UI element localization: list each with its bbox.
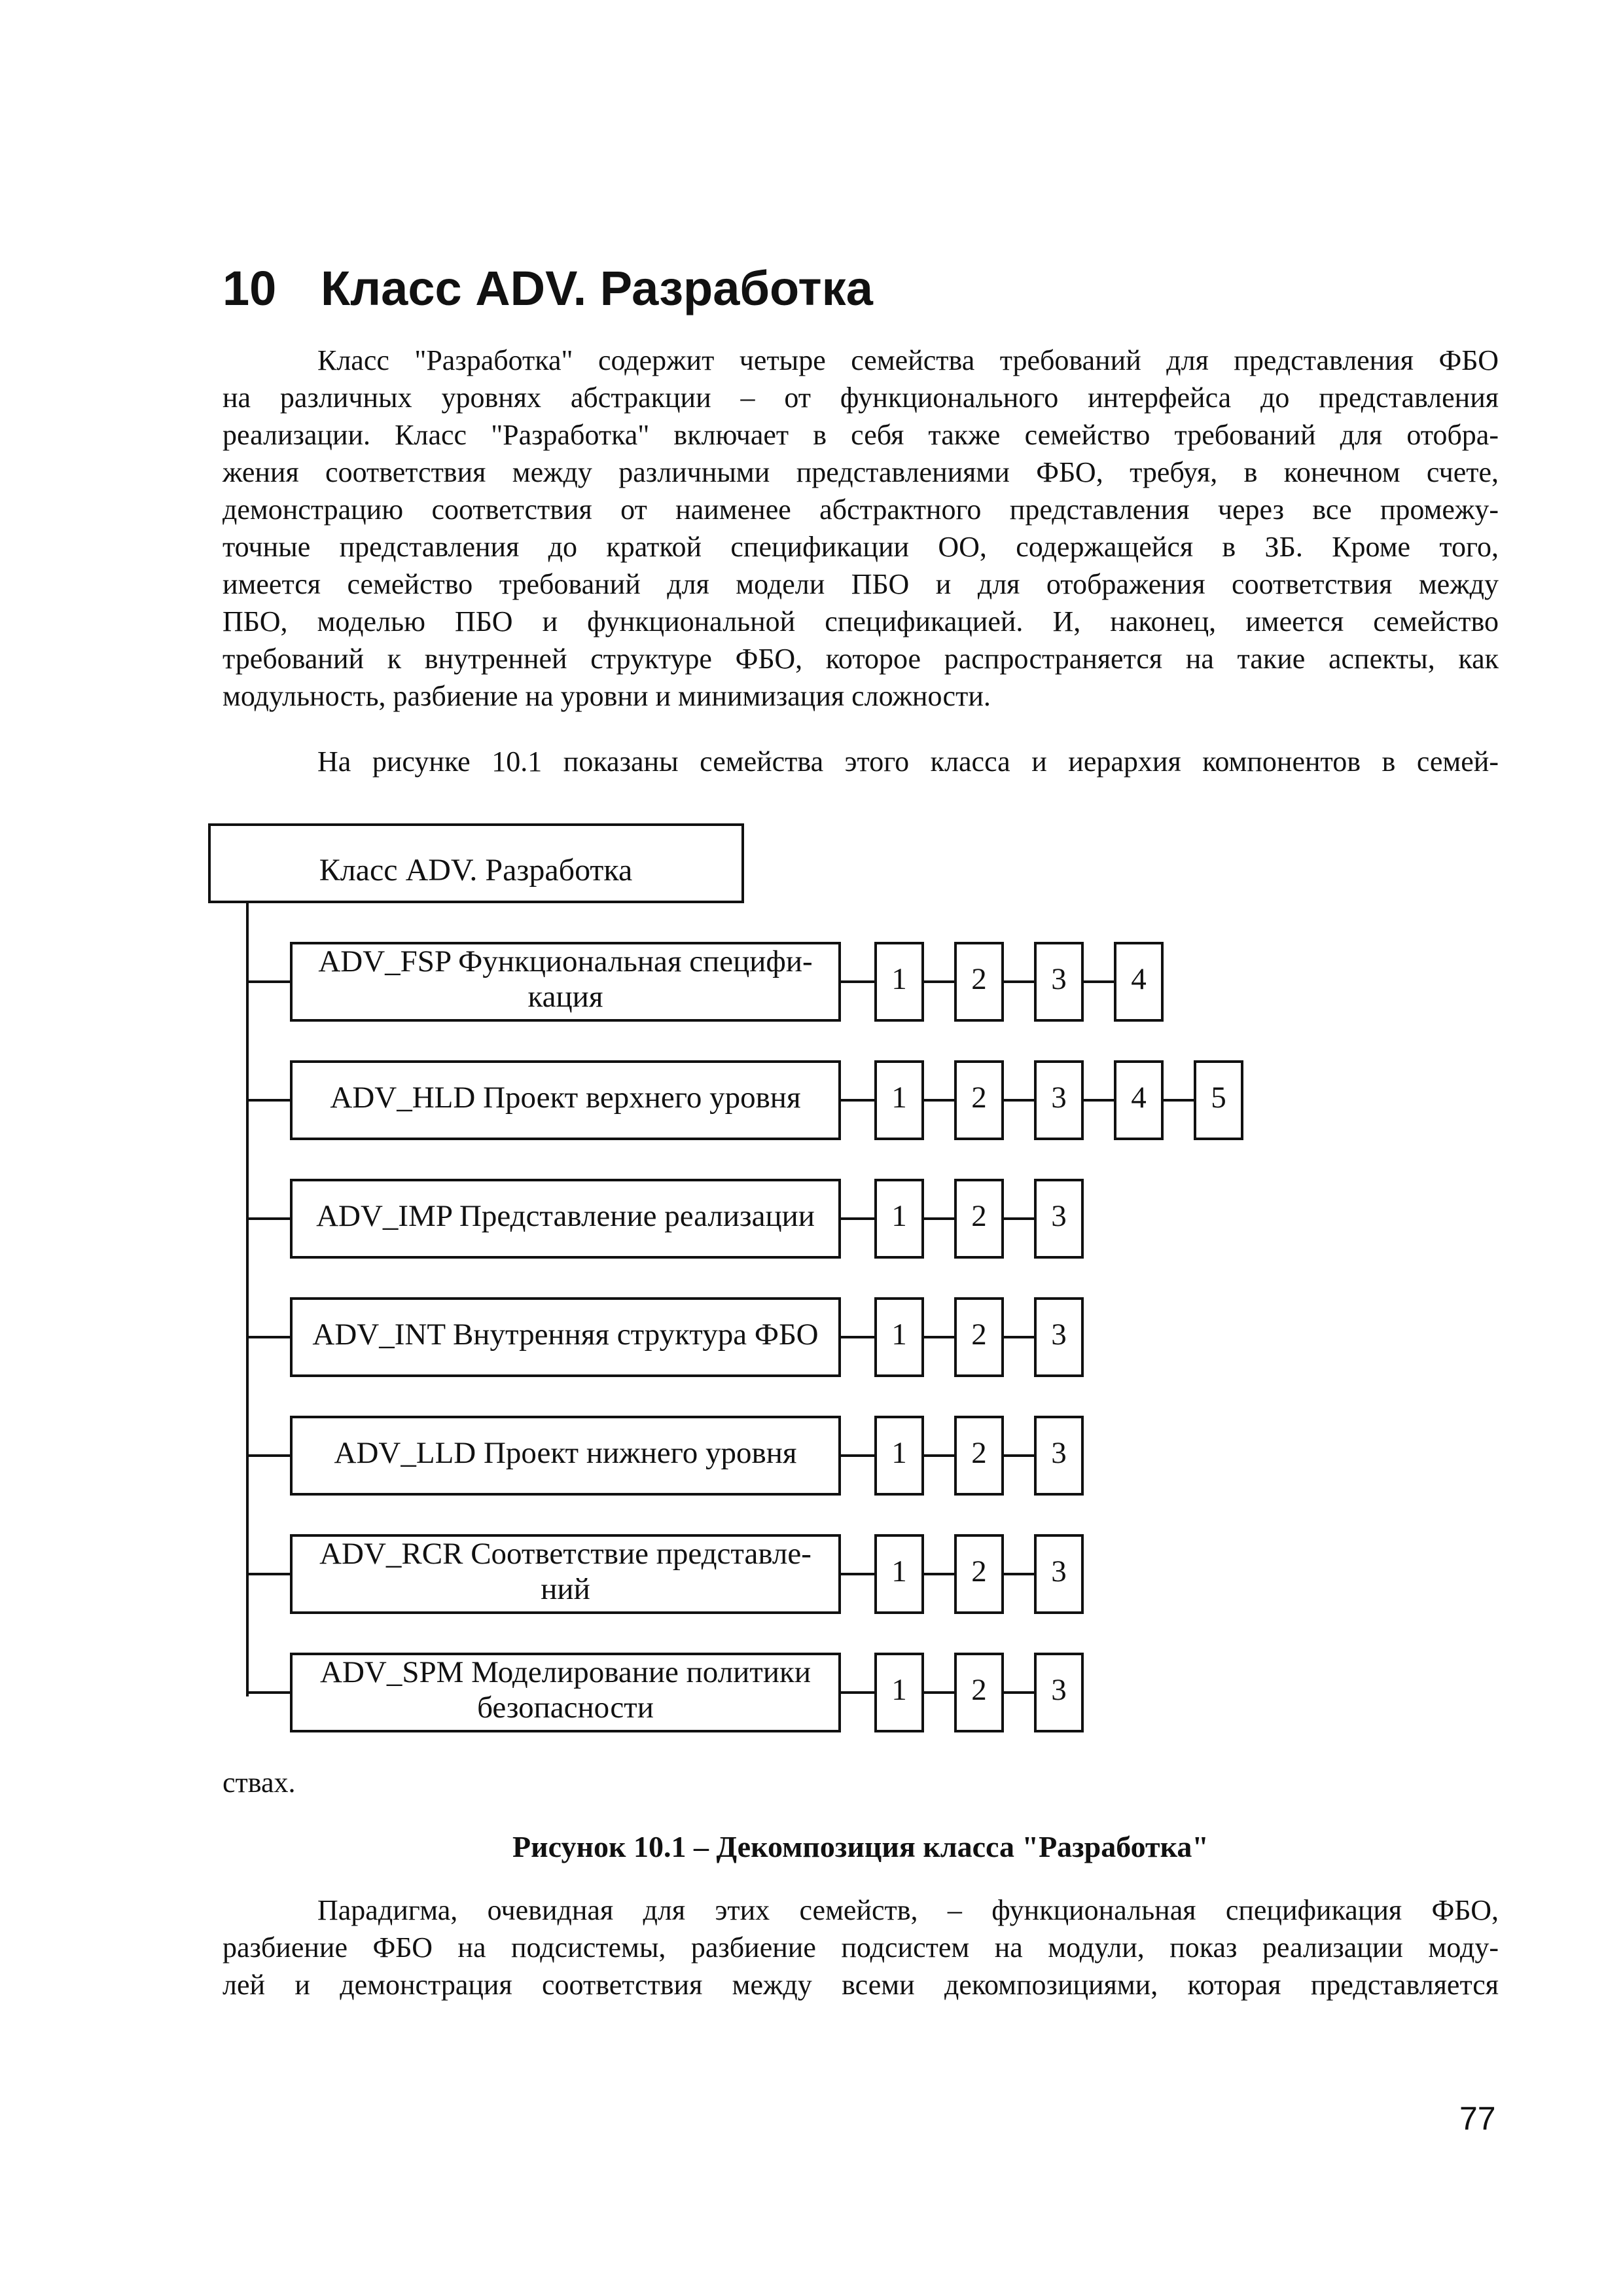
family-row (247, 1180, 1082, 1257)
text-line: ПБО, моделью ПБО и функциональной спецификацией. И, наконец, имеется семейство (223, 605, 1499, 637)
component-level-label: 2 (971, 961, 987, 996)
component-level-label: 5 (1211, 1080, 1226, 1115)
family-label-line: ADV_SPM Моделирование политики (320, 1655, 811, 1689)
component-level-label: 1 (891, 1435, 907, 1470)
chapter-heading (223, 260, 873, 316)
family-box (291, 1062, 840, 1139)
component-box (876, 1535, 923, 1613)
component-level-label: 1 (891, 1080, 907, 1115)
component-level-label: 2 (971, 1198, 987, 1233)
component-level-label: 3 (1051, 1317, 1067, 1352)
family-label-line: кация (527, 979, 603, 1014)
text-line: лей и демонстрация соответствия между всеми декомпозициями, которая представляется (223, 1969, 1499, 2001)
root-class-box (209, 825, 743, 902)
figure-caption: Рисунок 10.1 – Декомпозиция класса "Разработка" (512, 1830, 1209, 1863)
page-number: 77 (1459, 2100, 1496, 2137)
text-line: жения соответствия между различными представлениями ФБО, требуя, в конечном счете, (223, 456, 1499, 488)
component-box (1035, 1654, 1082, 1731)
component-box (1035, 1535, 1082, 1613)
family-box (291, 1417, 840, 1494)
component-box (876, 1180, 923, 1257)
component-box (955, 1417, 1003, 1494)
component-box (1035, 943, 1082, 1020)
family-row (247, 1417, 1082, 1494)
component-level-label: 3 (1051, 1198, 1067, 1233)
component-level-label: 3 (1051, 961, 1067, 996)
component-level-label: 4 (1131, 961, 1147, 996)
text-line: разбиение ФБО на подсистемы, разбиение подсистем на модули, показ реализации моду- (223, 1931, 1499, 1964)
family-box (291, 943, 840, 1020)
family-box (291, 1180, 840, 1257)
family-box (291, 1654, 840, 1731)
component-box (876, 943, 923, 1020)
component-level-label: 1 (891, 1554, 907, 1588)
component-level-label: 1 (891, 1317, 907, 1352)
component-level-label: 1 (891, 1672, 907, 1707)
paragraph-figure-intro (223, 743, 1499, 780)
component-box (876, 1062, 923, 1139)
component-level-label: 2 (971, 1080, 987, 1115)
family-label-line: ADV_HLD Проект верхнего уровня (330, 1080, 801, 1115)
family-label-line: ADV_LLD Проект нижнего уровня (334, 1435, 797, 1470)
family-label-line: ADV_RCR Соответствие представле- (319, 1536, 812, 1571)
paragraph-figure-intro-continuation (223, 1764, 1499, 1801)
chapter-number: 10 (223, 261, 277, 315)
component-box (876, 1299, 923, 1376)
component-level-label: 4 (1131, 1080, 1147, 1115)
root-class-label: Класс ADV. Разработка (319, 853, 633, 888)
component-box (1035, 1299, 1082, 1376)
component-box (876, 1417, 923, 1494)
component-box (876, 1654, 923, 1731)
text-line: реализации. Класс "Разработка" включает в себя также семейство требований для отобра- (223, 419, 1499, 451)
component-level-label: 1 (891, 961, 907, 996)
family-row (247, 943, 1162, 1020)
component-box (1035, 1062, 1082, 1139)
component-box (1115, 1062, 1162, 1139)
family-row (247, 1535, 1082, 1613)
component-level-label: 2 (971, 1317, 987, 1352)
family-row (247, 1062, 1242, 1139)
component-box (1195, 1062, 1242, 1139)
family-label-line: ний (541, 1571, 590, 1606)
family-box (291, 1535, 840, 1613)
component-box (1115, 943, 1162, 1020)
text-line: Парадигма, очевидная для этих семейств, – функциональная спецификация ФБО, (317, 1894, 1499, 1926)
component-level-label: 3 (1051, 1080, 1067, 1115)
component-level-label: 3 (1051, 1672, 1067, 1707)
component-box (955, 1180, 1003, 1257)
family-label-line: безопасности (477, 1690, 654, 1725)
component-level-label: 3 (1051, 1435, 1067, 1470)
family-label-line: ADV_FSP Функциональная специфи- (318, 944, 813, 978)
paragraph-class-description (223, 342, 1499, 715)
text-line: демонстрацию соответствия от наименее абстрактного представления через все промежу- (223, 493, 1499, 526)
component-level-label: 1 (891, 1198, 907, 1233)
chapter-title: Класс ADV. Разработка (321, 261, 873, 315)
text-line: На рисунке 10.1 показаны семейства этого класса и иерархия компонентов в семей- (317, 745, 1499, 778)
component-box (1035, 1180, 1082, 1257)
component-level-label: 2 (971, 1435, 987, 1470)
text-line: требований к внутренней структуре ФБО, которое распространяется на такие аспекты, как (223, 643, 1499, 675)
component-box (955, 943, 1003, 1020)
family-label-line: ADV_IMP Представление реализации (316, 1198, 815, 1233)
component-box (955, 1062, 1003, 1139)
component-box (955, 1299, 1003, 1376)
component-box (955, 1654, 1003, 1731)
component-box (1035, 1417, 1082, 1494)
text-line: Класс "Разработка" содержит четыре семейства требований для представления ФБО (317, 344, 1499, 376)
family-row (247, 1299, 1082, 1376)
text-line: модульность, разбиение на уровни и минимизация сложности. (223, 680, 991, 712)
family-row (247, 1654, 1082, 1731)
component-box (955, 1535, 1003, 1613)
component-level-label: 3 (1051, 1554, 1067, 1588)
family-label-line: ADV_INT Внутренняя структура ФБО (312, 1317, 819, 1352)
text-line: имеется семейство требований для модели ПБО и для отображения соответствия между (223, 568, 1499, 600)
text-line: точные представления до краткой спецификации ОО, содержащейся в ЗБ. Кроме того, (223, 531, 1499, 563)
text-line: ствах. (223, 1767, 296, 1799)
family-box (291, 1299, 840, 1376)
component-level-label: 2 (971, 1554, 987, 1588)
component-level-label: 2 (971, 1672, 987, 1707)
paragraph-paradigm (223, 1892, 1499, 2003)
text-line: на различных уровнях абстракции – от функционального интерфейса до представления (223, 382, 1499, 414)
